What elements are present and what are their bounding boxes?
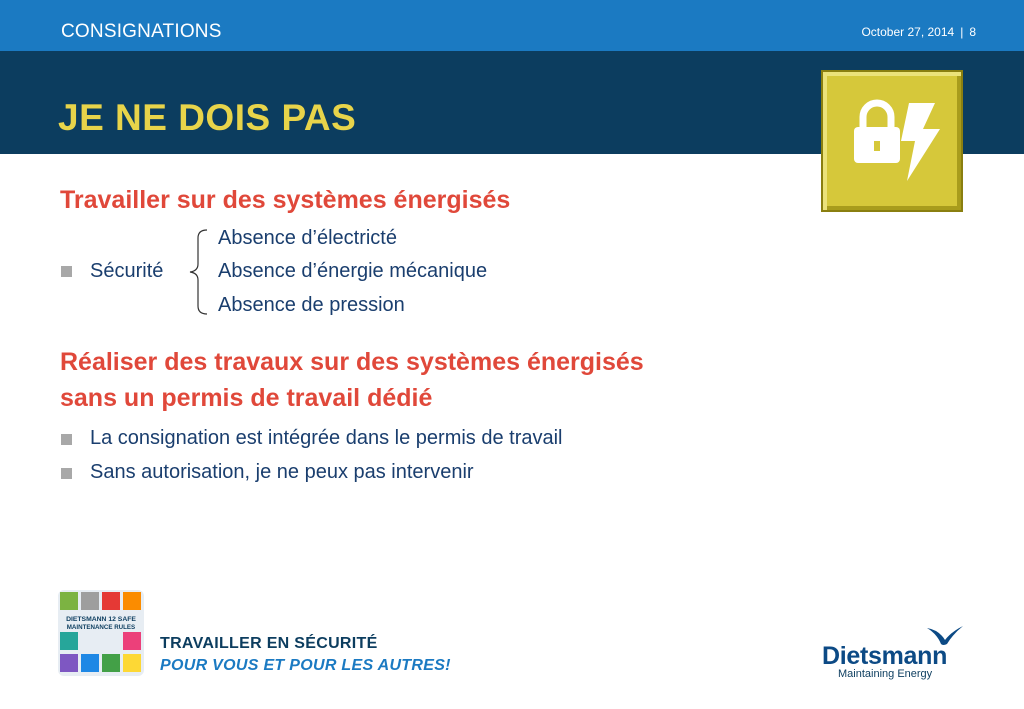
date-text: October 27, 2014 bbox=[861, 25, 955, 39]
rules-logo-text: MAINTENANCE RULES bbox=[66, 624, 136, 631]
slogan-line2: POUR VOUS ET POUR LES AUTRES! bbox=[160, 657, 451, 674]
rules-logo-text: DIETSMANN 12 SAFE bbox=[66, 616, 136, 623]
bullet-marker bbox=[61, 434, 72, 445]
slide-title: JE NE DOIS PAS bbox=[58, 97, 357, 138]
bullet-marker bbox=[61, 468, 72, 479]
bullet-item: Sans autorisation, je ne peux pas intervenir bbox=[90, 461, 474, 483]
lock-energy-badge bbox=[821, 70, 963, 212]
security-label: Sécurité bbox=[90, 260, 164, 282]
date-page-info bbox=[861, 25, 976, 39]
separator: | bbox=[960, 25, 964, 39]
sub-item: Absence d’électricté bbox=[218, 227, 397, 249]
heading-work-permit-line1: Réaliser des travaux sur des systèmes énergisés bbox=[60, 348, 644, 376]
bullet-item: La consignation est intégrée dans le permis de travail bbox=[90, 427, 563, 449]
brand-tagline: Maintaining Energy bbox=[838, 668, 933, 680]
heading-work-permit-line2: sans un permis de travail dédié bbox=[60, 384, 433, 412]
page-number: 8 bbox=[969, 25, 976, 39]
lock-lightning-icon bbox=[843, 97, 943, 187]
safe-maintenance-rules-logo bbox=[58, 590, 144, 676]
slogan-line1: TRAVAILLER EN SÉCURITÉ bbox=[160, 635, 378, 652]
heading-energized-systems: Travailler sur des systèmes énergisés bbox=[60, 186, 511, 214]
sub-item: Absence d’énergie mécanique bbox=[218, 260, 488, 282]
bullet-marker bbox=[61, 266, 72, 277]
curly-brace bbox=[188, 228, 210, 316]
section-label: CONSIGNATIONS bbox=[61, 21, 222, 42]
brand-name: Dietsmann bbox=[822, 642, 948, 670]
sub-item: Absence de pression bbox=[218, 294, 405, 316]
